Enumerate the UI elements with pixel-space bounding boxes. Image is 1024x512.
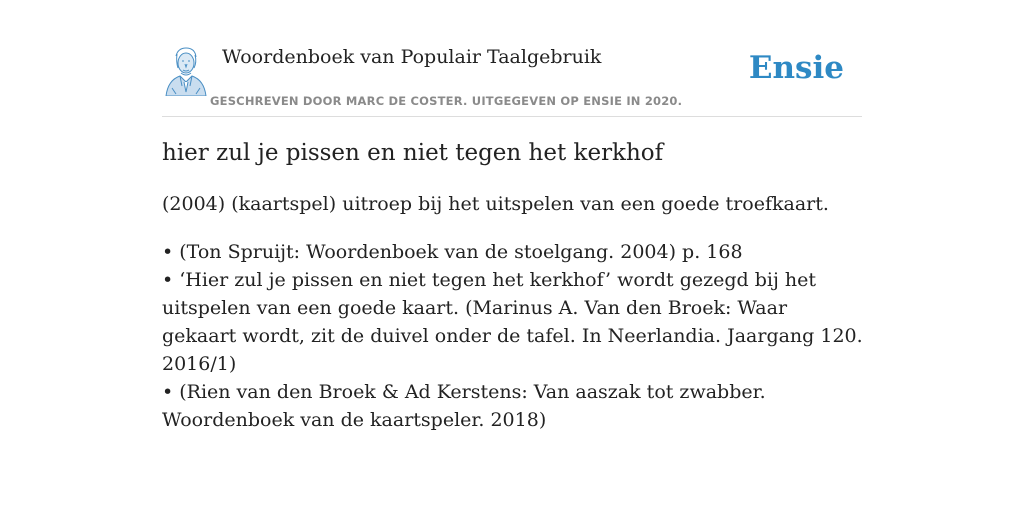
author-portrait-icon — [164, 46, 208, 96]
dictionary-header — [162, 40, 862, 117]
citation-list — [162, 238, 867, 434]
citation-item: • (Ton Spruijt: Woordenboek van de stoelgang. 2004) p. 168 — [162, 241, 743, 263]
citation-item: • ‘Hier zul je pissen en niet tegen het kerkhof’ wordt gezegd bij het uitspelen van een goede kaart. (Marinus A. Van den Broek: Waar gekaart wordt, zit de duivel onder de tafel. In Neerlandia. Jaargang 120. 2016/1) — [162, 269, 863, 375]
ensie-logo[interactable]: Ensie — [748, 50, 844, 86]
entry-term: hier zul je pissen en niet tegen het kerkhof — [162, 140, 664, 166]
author-byline: GESCHREVEN DOOR MARC DE COSTER. UITGEGEVEN OP ENSIE IN 2020. — [210, 94, 683, 108]
dictionary-title[interactable]: Woordenboek van Populair Taalgebruik — [222, 46, 602, 68]
entry-definition: (2004) (kaartspel) uitroep bij het uitspelen van een goede troefkaart. — [162, 193, 829, 215]
citation-item: • (Rien van den Broek & Ad Kerstens: Van aaszak tot zwabber. Woordenboek van de kaartspeler. 2018) — [162, 381, 766, 431]
